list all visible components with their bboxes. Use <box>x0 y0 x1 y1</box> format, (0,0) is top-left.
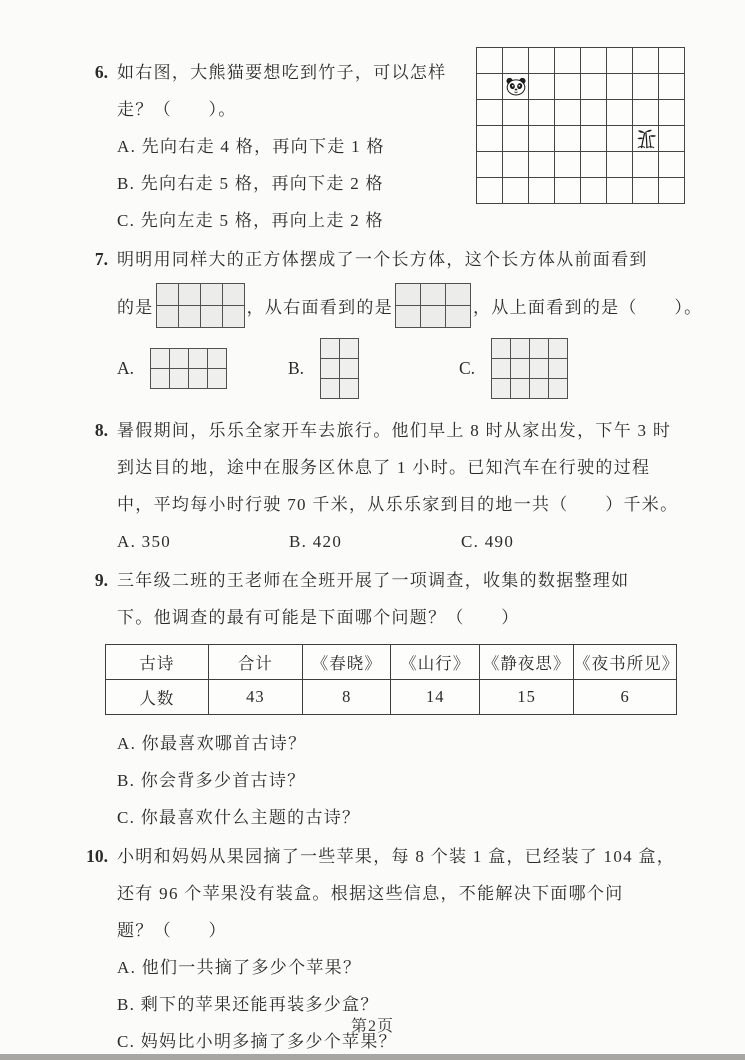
table-header-cell: 合计 <box>208 645 302 680</box>
grid-cell <box>555 152 581 178</box>
q8-option-c: C. 490 <box>461 532 515 551</box>
table-header-cell: 《春晓》 <box>302 645 391 680</box>
grid-cell <box>607 74 633 100</box>
grid-cell <box>477 178 503 204</box>
grid-cell <box>151 369 170 389</box>
q6-text-line-2: 走？（ ）。 <box>117 100 237 119</box>
grid-cell <box>321 339 340 359</box>
grid-cell <box>201 284 223 306</box>
grid-cell <box>477 48 503 74</box>
q10-option-a: A. 他们一共摘了多少个苹果？ <box>117 958 362 977</box>
grid-cell <box>581 48 607 74</box>
grid-cell <box>659 48 685 74</box>
table-cell: 15 <box>479 680 573 715</box>
q6-text-line-1: 如右图，大熊猫要想吃到竹子，可以怎样 <box>117 63 447 82</box>
grid-cell <box>633 152 659 178</box>
grid-cell <box>503 178 529 204</box>
grid-cell <box>170 369 189 389</box>
q6-map-grid <box>476 47 685 204</box>
grid-cell <box>340 359 359 379</box>
grid-cell <box>157 284 179 306</box>
q7-option-c-label: C. <box>459 357 476 378</box>
question-8 <box>76 412 687 560</box>
grid-cell <box>179 306 201 328</box>
grid-cell <box>208 369 227 389</box>
grid-cell <box>659 126 685 152</box>
q7-option-a <box>117 348 288 389</box>
grid-cell <box>529 100 555 126</box>
grid-cell <box>555 178 581 204</box>
q7-option-b <box>288 338 459 399</box>
scan-edge <box>0 1054 745 1060</box>
q10-option-b: B. 剩下的苹果还能再装多少盒？ <box>117 995 379 1014</box>
grid-cell <box>549 339 568 359</box>
q9-text-line-2: 下。他调查的最有可能是下面哪个问题？（ ） <box>117 608 520 627</box>
question-7-number: 7. <box>94 249 108 269</box>
table-cell: 6 <box>574 680 677 715</box>
panda-icon <box>505 77 527 96</box>
grid-cell <box>503 152 529 178</box>
q8-text-line-1: 暑假期间，乐乐全家开车去旅行。他们早上 8 时从家出发，下午 3 时 <box>117 421 672 440</box>
q8-option-b: B. 420 <box>289 532 343 551</box>
grid-cell <box>633 100 659 126</box>
grid-cell <box>223 306 245 328</box>
grid-cell <box>170 349 189 369</box>
q7-seg-right: ，从右面看到的是 <box>246 298 394 317</box>
grid-cell <box>477 126 503 152</box>
grid-cell <box>421 284 446 306</box>
grid-cell <box>321 359 340 379</box>
grid-cell <box>607 152 633 178</box>
q7-option-b-label: B. <box>288 357 305 378</box>
grid-cell <box>581 74 607 100</box>
q8-option-a: A. 350 <box>117 532 172 551</box>
grid-cell <box>179 284 201 306</box>
grid-cell <box>492 359 511 379</box>
grid-cell <box>157 306 179 328</box>
q7-seg-front: 的是 <box>117 298 154 317</box>
grid-cell <box>529 126 555 152</box>
q7-right-view-grid <box>395 283 471 328</box>
grid-cell <box>446 306 471 328</box>
grid-cell <box>396 284 421 306</box>
grid-cell <box>340 339 359 359</box>
grid-cell <box>321 379 340 399</box>
grid-cell <box>555 48 581 74</box>
grid-cell <box>607 126 633 152</box>
q7-option-c <box>459 338 568 399</box>
q10-option-c: C. 妈妈比小明多摘了多少个苹果？ <box>117 1032 397 1051</box>
grid-cell <box>511 359 530 379</box>
grid-cell <box>503 100 529 126</box>
q7-option-b-grid <box>320 338 359 399</box>
grid-cell <box>477 100 503 126</box>
grid-cell <box>529 152 555 178</box>
grid-cell <box>549 379 568 399</box>
grid-cell <box>223 284 245 306</box>
question-6 <box>76 54 687 239</box>
survey-table-header-row <box>106 645 677 680</box>
survey-table <box>105 644 680 715</box>
table-header-cell: 《静夜思》 <box>479 645 573 680</box>
table-header-cell: 《夜书所见》 <box>574 645 677 680</box>
grid-cell <box>581 178 607 204</box>
q7-option-a-grid <box>150 348 227 389</box>
grid-cell <box>607 48 633 74</box>
table-header-cell: 古诗 <box>106 645 209 680</box>
q9-option-b: B. 你会背多少首古诗？ <box>117 771 306 790</box>
q8-text-line-3: 中，平均每小时行驶 70 千米，从乐乐家到目的地一共（ ）千米。 <box>117 495 679 514</box>
grid-cell <box>633 126 659 152</box>
q10-text-line-3: 题？（ ） <box>117 921 227 940</box>
question-7 <box>76 241 703 410</box>
grid-cell <box>530 379 549 399</box>
grid-cell <box>421 306 446 328</box>
grid-cell <box>477 152 503 178</box>
q6-option-a: A. 先向右走 4 格，再向下走 1 格 <box>117 137 385 156</box>
question-9-number: 9. <box>94 570 108 590</box>
grid-cell <box>659 74 685 100</box>
q7-options-row <box>117 336 702 400</box>
q7-seg-top: ，从上面看到的是（ ）。 <box>473 298 703 317</box>
q6-option-c: C. 先向左走 5 格，再向上走 2 格 <box>117 211 384 230</box>
table-cell: 人数 <box>106 680 209 715</box>
grid-cell <box>530 359 549 379</box>
grid-cell <box>503 48 529 74</box>
table-cell: 8 <box>302 680 391 715</box>
q7-text-line-1: 明明用同样大的正方体摆成了一个长方体，这个长方体从前面看到 <box>117 250 648 269</box>
grid-cell <box>555 74 581 100</box>
grid-cell <box>529 178 555 204</box>
q6-option-b: B. 先向右走 5 格，再向下走 2 格 <box>117 174 384 193</box>
grid-cell <box>189 369 208 389</box>
q7-text-line-2 <box>117 283 702 328</box>
grid-cell <box>503 126 529 152</box>
grid-cell <box>503 74 529 100</box>
q7-front-view-grid <box>156 283 245 328</box>
grid-cell <box>530 339 549 359</box>
grid-cell <box>607 178 633 204</box>
grid-cell <box>529 48 555 74</box>
q8-text-line-2: 到达目的地，途中在服务区休息了 1 小时。已知汽车在行驶的过程 <box>117 458 651 477</box>
q7-option-a-label: A. <box>117 357 135 378</box>
grid-cell <box>511 339 530 359</box>
q10-text-line-2: 还有 96 个苹果没有装盒。根据这些信息，不能解决下面哪个问 <box>117 884 624 903</box>
grid-cell <box>607 100 633 126</box>
grid-cell <box>529 74 555 100</box>
table-cell: 43 <box>208 680 302 715</box>
q9-option-a: A. 你最喜欢哪首古诗？ <box>117 734 307 753</box>
grid-cell <box>659 152 685 178</box>
q8-options-row <box>117 523 687 560</box>
page-number: 第2页 <box>350 1018 394 1035</box>
grid-cell <box>549 359 568 379</box>
grid-cell <box>511 379 530 399</box>
grid-cell <box>581 152 607 178</box>
grid-cell <box>659 178 685 204</box>
grid-cell <box>477 74 503 100</box>
panda-bamboo-grid <box>476 47 685 204</box>
grid-cell <box>189 349 208 369</box>
grid-cell <box>581 100 607 126</box>
grid-cell <box>151 349 170 369</box>
q7-option-c-grid <box>491 338 568 399</box>
question-10-number: 10. <box>86 846 108 866</box>
grid-cell <box>633 48 659 74</box>
q9-text-line-1: 三年级二班的王老师在全班开展了一项调查，收集的数据整理如 <box>117 571 630 590</box>
q10-text-line-1: 小明和妈妈从果园摘了一些苹果，每 8 个装 1 盒，已经装了 104 盒， <box>117 847 676 866</box>
survey-table-data-row <box>106 680 677 715</box>
bamboo-icon <box>634 129 658 149</box>
table-cell: 14 <box>391 680 480 715</box>
question-9 <box>76 562 687 836</box>
question-6-number: 6. <box>94 62 108 82</box>
grid-cell <box>201 306 223 328</box>
grid-cell <box>633 178 659 204</box>
grid-cell <box>633 74 659 100</box>
grid-cell <box>492 379 511 399</box>
grid-cell <box>208 349 227 369</box>
grid-cell <box>555 126 581 152</box>
q9-option-c: C. 你最喜欢什么主题的古诗？ <box>117 808 361 827</box>
table-header-cell: 《山行》 <box>391 645 480 680</box>
grid-cell <box>396 306 421 328</box>
grid-cell <box>581 126 607 152</box>
grid-cell <box>659 100 685 126</box>
grid-cell <box>492 339 511 359</box>
question-8-number: 8. <box>94 420 108 440</box>
grid-cell <box>340 379 359 399</box>
grid-cell <box>555 100 581 126</box>
grid-cell <box>446 284 471 306</box>
